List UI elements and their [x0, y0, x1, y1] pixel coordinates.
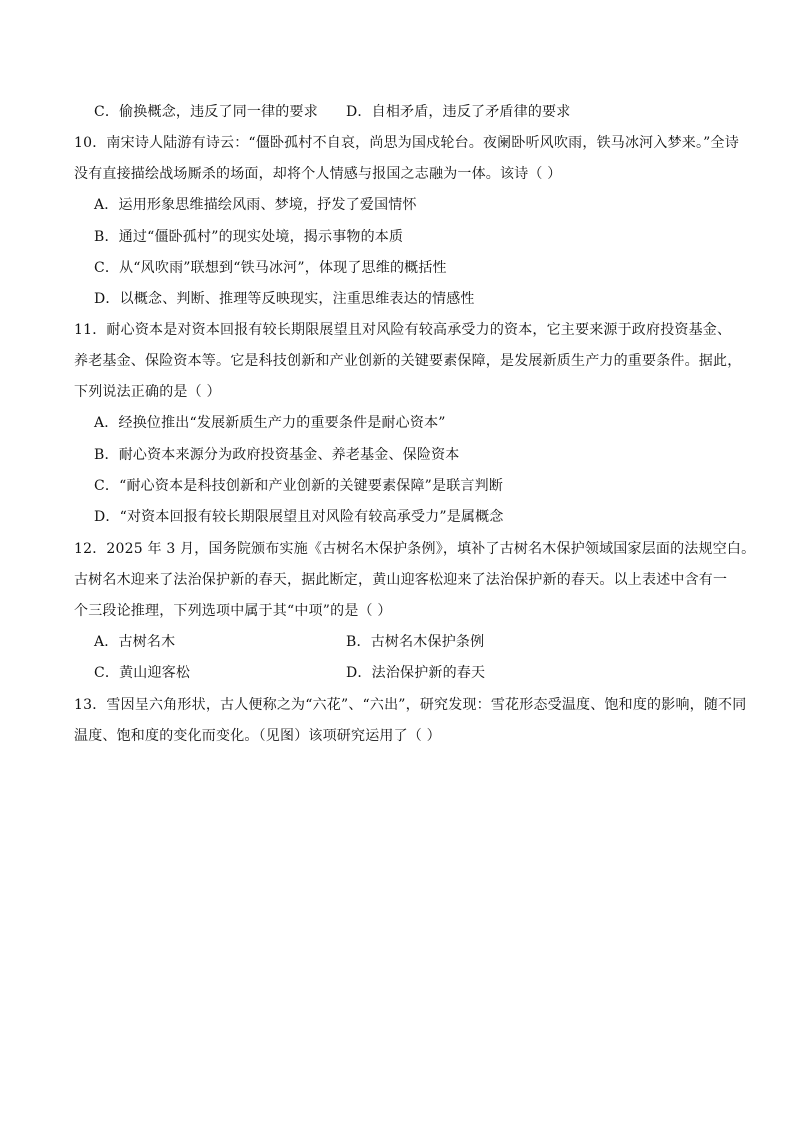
q11-stem-line-3: 下列说法正确的是（ ） [74, 384, 221, 400]
q12-option-a: A．古树名木 [94, 634, 176, 650]
q12-stem-line-1: 12．2025 年 3 月，国务院颁布实施《古树名木保护条例》，填补了古树名木保护领域国家层面的法规空白。 [74, 541, 756, 557]
q10-option-d: D．以概念、判断、推理等反映现实，注重思维表达的情感性 [94, 291, 475, 307]
q12-stem-line-3: 个三段论推理，下列选项中属于其“中项”的是（ ） [74, 603, 392, 619]
q11-option-d: D．“对资本回报有较长期限展望且对风险有较高承受力”是属概念 [94, 509, 504, 525]
q9-option-c: C．偷换概念，违反了同一律的要求 [94, 104, 318, 120]
q12-stem-line-2: 古树名木迎来了法治保护新的春天，据此断定，黄山迎客松迎来了法治保护新的春天。以上表述中含有一 [74, 572, 728, 588]
q12-option-b: B．古树名木保护条例 [346, 634, 485, 650]
q11-stem-line-2: 养老基金、保险资本等。它是科技创新和产业创新的关键要素保障，是发展新质生产力的重要条件。据此， [74, 353, 742, 369]
q10-stem-line-2: 没有直接描绘战场厮杀的场面，却将个人情感与报国之志融为一体。该诗（ ） [74, 166, 562, 182]
q11-option-a: A．经换位推出“发展新质生产力的重要条件是耐心资本” [94, 415, 446, 431]
q10-option-b: B．通过“僵卧孤村”的现实处境，揭示事物的本质 [94, 229, 404, 245]
q9-option-d: D．自相矛盾，违反了矛盾律的要求 [346, 104, 571, 120]
q10-option-a: A．运用形象思维描绘风雨、梦境，抒发了爱国情怀 [94, 197, 417, 213]
q12-option-d: D．法治保护新的春天 [346, 665, 486, 681]
q11-stem-line-1: 11．耐心资本是对资本回报有较长期限展望且对风险有较高承受力的资本，它主要来源于政府投资基金、 [74, 322, 732, 338]
q12-option-c: C．黄山迎客松 [94, 665, 191, 681]
q11-option-b: B．耐心资本来源分为政府投资基金、养老基金、保险资本 [94, 447, 460, 463]
q13-stem-line-1: 13．雪因呈六角形状，古人便称之为“六花”、“六出”，研究发现：雪花形态受温度、饱和度的影响，随不同 [74, 697, 747, 713]
q13-stem-line-2: 温度、饱和度的变化而变化。（见图）该项研究运用了（ ） [74, 728, 441, 744]
q10-option-c: C．从“风吹雨”联想到“铁马冰河”，体现了思维的概括性 [94, 260, 447, 276]
q11-option-c: C．“耐心资本是科技创新和产业创新的关键要素保障”是联言判断 [94, 478, 504, 494]
q10-stem-line-1: 10．南宋诗人陆游有诗云：“僵卧孤村不自哀，尚思为国戍轮台。夜阑卧听风吹雨，铁马冰河入梦来。”全诗 [74, 135, 739, 151]
